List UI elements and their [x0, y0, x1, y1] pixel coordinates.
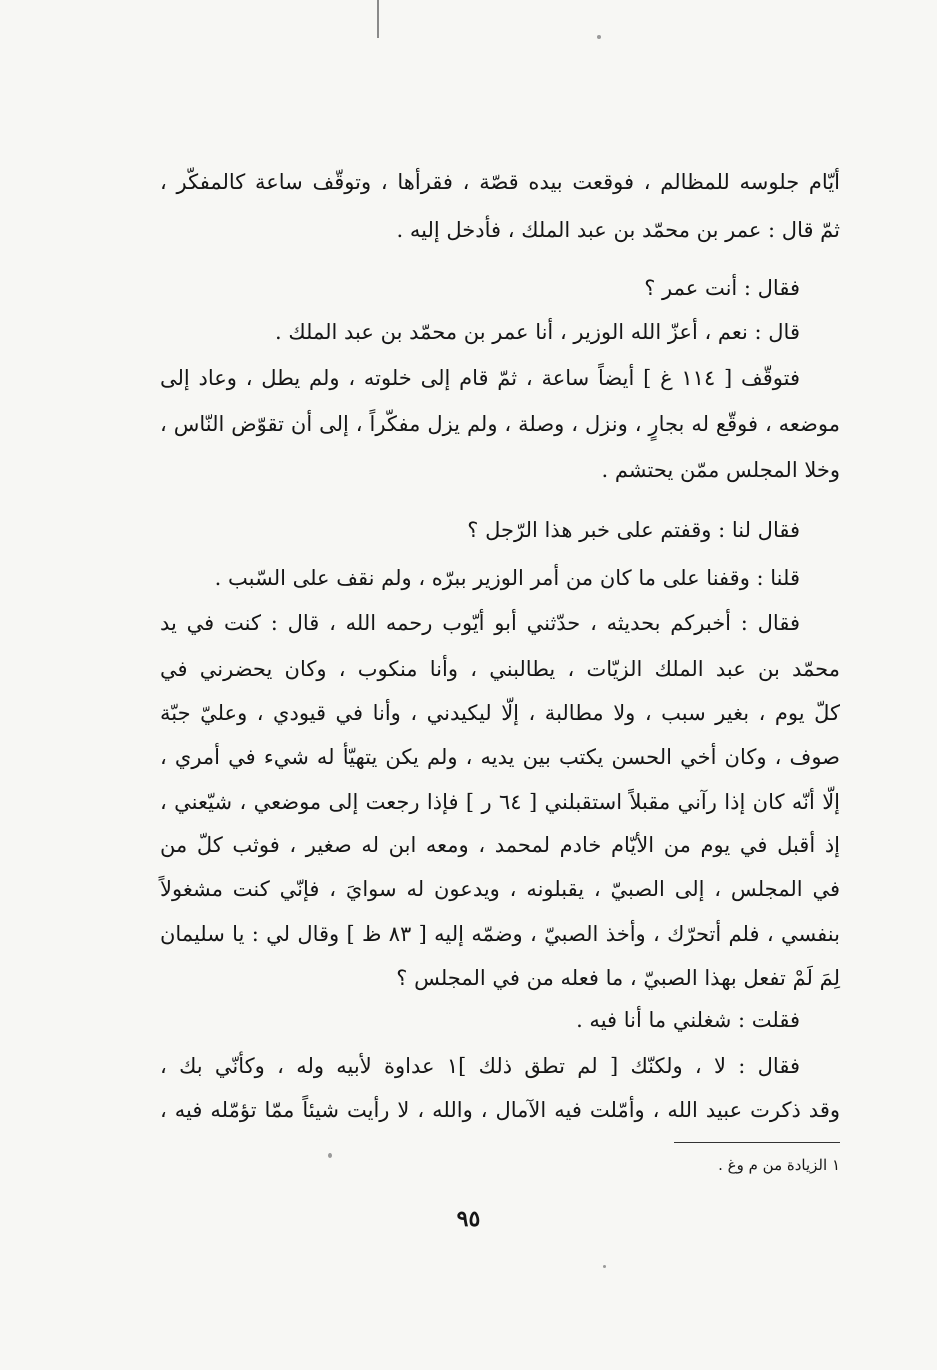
text-line: إذ أقبل في يوم من الأيّام خادم لمحمد ، ومعه ابن له صغير ، فوثب كلّ من [160, 833, 840, 857]
text-line: محمّد بن عبد الملك الزيّات ، يطالبني ، وأنا منكوب ، وكان يحضرني في [160, 657, 840, 681]
text-line: قلنا : وقفنا على ما كان من أمر الوزير ببرّه ، ولم نقف على السّبب . [214, 566, 800, 590]
scan-margin-line [377, 0, 379, 38]
text-line: فقال : لا ، ولكنّك [ لم تطق ذلك ]١ عداوة لأبيه وله ، وكأنّي بك ، [160, 1054, 800, 1078]
text-line: صوف ، وكان أخي الحسن يكتب بين يديه ، ولم يكن يتهيّأ له شيء في أمري ، [160, 745, 840, 769]
text-line: لِمَ لَمْ تفعل بهذا الصبيّ ، ما فعله من في المجلس ؟ [396, 966, 840, 990]
text-line: ثمّ قال : عمر بن محمّد بن عبد الملك ، فأدخل إليه . [396, 218, 840, 242]
footnote-rule [674, 1142, 840, 1143]
scan-speck [328, 1153, 332, 1158]
text-line: موضعه ، فوقّع له بجارٍ ، ونزل ، وصلة ، ولم يزل مفكّراً ، إلى أن تقوّض النّاس ، [160, 412, 840, 436]
scan-speck [597, 35, 601, 39]
text-line: كلّ يوم ، بغير سبب ، ولا مطالبة ، إلّا ليكيدني ، وأنا في قيودي ، وعليّ جبّة [160, 701, 840, 725]
page-number: ٩٥ [456, 1206, 481, 1232]
text-line: فتوقّف [ ١١٤ غ ] أيضاً ساعة ، ثمّ قام إلى خلوته ، ولم يطل ، وعاد إلى [160, 366, 800, 390]
text-line: إلّا أنّه كان إذا رآني مقبلاً استقبلني [ ٦٤ ر ] فإذا رجعت إلى موضعي ، شيّعني ، [160, 790, 841, 814]
text-line: وقد ذكرت عبيد الله ، وأمّلت فيه الآمال ، والله ، لا رأيت شيئاً ممّا تؤمّله فيه ، [160, 1098, 840, 1122]
scan-speck [603, 1265, 606, 1268]
text-line: وخلا المجلس ممّن يحتشم . [601, 458, 840, 482]
text-line: قال : نعم ، أعزّ الله الوزير ، أنا عمر بن محمّد بن عبد الملك . [274, 320, 800, 344]
text-line: فقال : أنت عمر ؟ [644, 276, 800, 300]
text-line: فقال : أخبركم بحديثه ، حدّثني أبو أيّوب رحمه الله ، قال : كنت في يد [160, 611, 800, 635]
text-line: بنفسي ، فلم أتحرّك ، وأخذ الصبيّ ، وضمّه إليه [ ٨٣ ظ ] وقال لي : يا سليمان [160, 922, 840, 946]
text-line: أيّام جلوسه للمظالم ، فوقعت بيده قصّة ، فقرأها ، وتوقّف ساعة كالمفكّر ، [160, 170, 840, 194]
text-line: في المجلس ، إلى الصبيّ ، يقبلونه ، ويدعون له سوايَ ، فإنّي كنت مشغولاً [160, 877, 840, 901]
text-line: فقال لنا : وقفتم على خبر هذا الرّجل ؟ [467, 518, 800, 542]
footnote: ١ الزيادة من م وغ . [718, 1156, 840, 1174]
text-line: فقلت : شغلني ما أنا فيه . [576, 1008, 800, 1032]
